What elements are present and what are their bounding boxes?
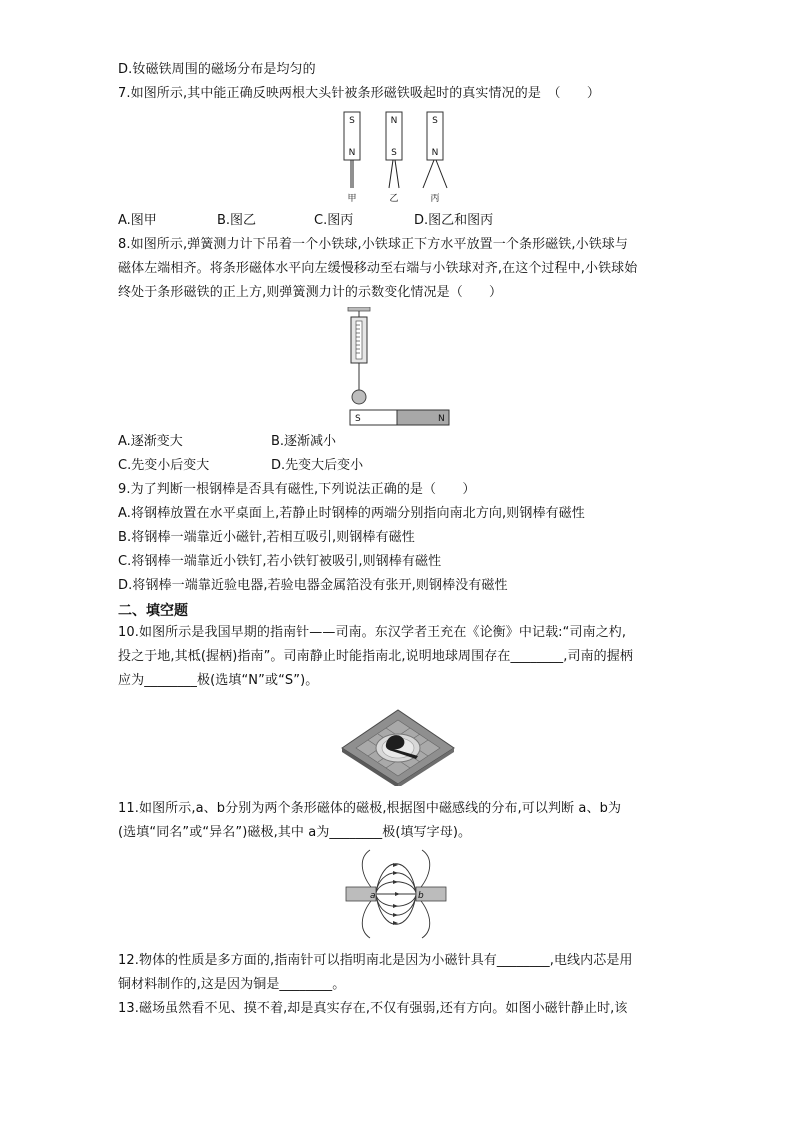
q7-figure	[335, 108, 455, 204]
magnet-pole-label: N	[390, 116, 398, 126]
q9-option-b: B.将钢棒一端靠近小磁针,若相互吸引,则钢棒有磁性	[118, 530, 415, 545]
magnet-pole-label: N	[348, 148, 356, 158]
q7-option-d: D.图乙和图丙	[414, 213, 494, 228]
q8-stem-line2: 磁体左端相齐。将条形磁体水平向左缓慢移动至右端与小铁球对齐,在这个过程中,小铁球始	[118, 261, 638, 276]
q8-option-d: D.先变大后变小	[271, 458, 364, 473]
q8-option-b: B.逐渐减小	[271, 434, 337, 449]
figure-caption: 甲	[347, 194, 357, 204]
q8-options-row1	[118, 433, 518, 451]
q8-option-a: A.逐渐变大	[118, 434, 183, 449]
magnet-pole-label: S	[391, 148, 397, 158]
magnet-s-label: S	[355, 414, 361, 424]
pin-line	[389, 160, 393, 188]
pin-line	[436, 160, 447, 188]
q7-option-a: A.图甲	[118, 213, 157, 228]
q9-option-c: C.将钢棒一端靠近小铁钉,若小铁钉被吸引,则钢棒有磁性	[118, 554, 442, 569]
q8-stem-line1: 8.如图所示,弹簧测力计下吊着一个小铁球,小铁球正下方水平放置一个条形磁铁,小铁球与	[118, 237, 629, 252]
magnet-n-label: N	[438, 414, 445, 424]
q7-option-c: C.图丙	[314, 213, 354, 228]
q10-stem-line1: 10.如图所示是我国早期的指南针——司南。东汉学者王充在《论衡》中记载:“司南之杓,	[118, 625, 627, 640]
pole-a-label: a	[370, 891, 376, 901]
q9-option-d: D.将钢棒一端靠近验电器,若验电器金属箔没有张开,则钢棒没有磁性	[118, 578, 508, 593]
magnet-pole-label: S	[432, 116, 438, 126]
q6-option-d: D.钕磁铁周围的磁场分布是均匀的	[118, 62, 316, 77]
q10-stem-line2: 投之于地,其柢(握柄)指南”。司南静止时能指南北,说明地球周围存在________,司南的握柄	[118, 649, 633, 664]
q8-options-row2	[118, 457, 518, 475]
figure-caption: 丙	[430, 194, 440, 204]
q11-stem-line1: 11.如图所示,a、b分别为两个条形磁体的磁极,根据图中磁感线的分布,可以判断 a、b为	[118, 801, 622, 816]
sinan-compass-image	[338, 704, 458, 786]
q9-stem: 9.为了判断一根钢棒是否具有磁性,下列说法正确的是（ ）	[118, 482, 476, 497]
section-heading-fill-blank: 二、填空题	[118, 603, 188, 619]
pin-line	[423, 160, 434, 188]
q11-stem-line2: (选填“同名”或“异名”)磁极,其中 a为________极(填写字母)。	[118, 825, 472, 840]
ceiling-mount	[348, 307, 370, 311]
magnet-pole-label: S	[349, 116, 355, 126]
q8-option-c: C.先变小后变大	[118, 458, 210, 473]
q7-options	[118, 212, 618, 230]
q11-field-lines-figure	[340, 846, 450, 942]
q8-stem-line3: 终处于条形磁铁的正上方,则弹簧测力计的示数变化情况是（ ）	[118, 285, 503, 300]
figure-caption: 乙	[389, 194, 399, 204]
pin-line	[395, 160, 399, 188]
q7-option-b: B.图乙	[217, 213, 257, 228]
q12-stem-line2: 铜材料制作的,这是因为铜是________。	[118, 977, 346, 992]
q7-stem: 7.如图所示,其中能正确反映两根大头针被条形磁铁吸起时的真实情况的是 （ ）	[118, 86, 600, 101]
magnet-pole-label: N	[431, 148, 439, 158]
q9-option-a: A.将钢棒放置在水平桌面上,若静止时钢棒的两端分别指向南北方向,则钢棒有磁性	[118, 506, 585, 521]
q13-stem-line1: 13.磁场虽然看不见、摸不着,却是真实存在,不仅有强弱,还有方向。如图小磁针静止时,该	[118, 1001, 628, 1016]
pole-b-label: b	[418, 891, 424, 901]
q10-stem-line3: 应为________极(选填“N”或“S”)。	[118, 673, 319, 688]
iron-ball	[352, 390, 366, 404]
q12-stem-line1: 12.物体的性质是多方面的,指南针可以指明南北是因为小磁针具有________,电线内芯是用	[118, 953, 633, 968]
q8-figure	[345, 307, 455, 431]
